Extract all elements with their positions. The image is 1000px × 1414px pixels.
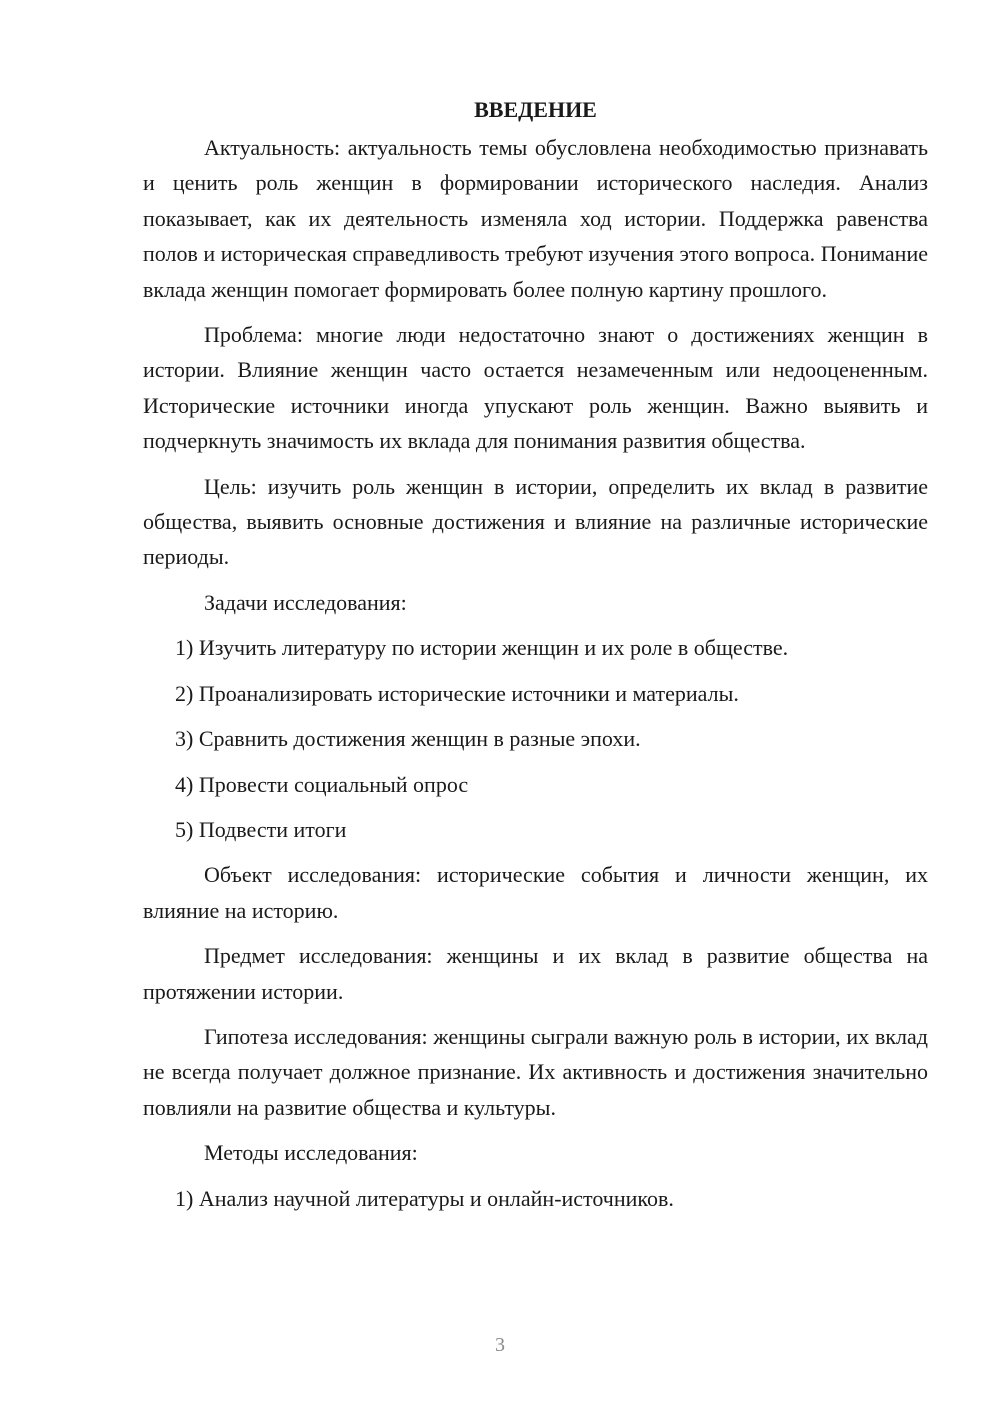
task-item: 1) Изучить литературу по истории женщин и их роле в обществе.	[175, 635, 789, 661]
methods-list	[143, 1181, 928, 1216]
task-item: 3) Сравнить достижения женщин в разные эпохи.	[175, 726, 641, 752]
problem-paragraph: Проблема: многие люди недостаточно знают о достижениях женщин в истории. Влияние женщин часто остается незамеченным или недооцененным. Исторические источники иногда упускают роль женщин. Важно выявить и подчеркнуть значимость их вклада для понимания развития общества.	[143, 322, 928, 454]
relevance-paragraph: Актуальность: актуальность темы обусловлена необходимостью признавать и ценить роль женщин в формировании исторического наследия. Анализ показывает, как их деятельность изменяла ход истории. Поддержка равенства полов и историческая справедливость требуют изучения этого вопроса. Понимание вклада женщин помогает формировать более полную картину прошлого.	[143, 135, 928, 302]
task-item: 2) Проанализировать исторические источники и материалы.	[175, 680, 739, 706]
hypothesis-paragraph: Гипотеза исследования: женщины сыграли важную роль в истории, их вклад не всегда получает должное признание. Их активность и достижения значительно повлияли на развитие общества и культуры.	[143, 1023, 928, 1120]
tasks-list	[143, 630, 928, 847]
tasks-heading: Задачи исследования:	[204, 589, 407, 615]
object-paragraph: Объект исследования: исторические события и личности женщин, их влияние на историю.	[143, 862, 928, 923]
goal-paragraph: Цель: изучить роль женщин в истории, определить их вклад в развитие общества, выявить основные достижения и влияние на различные исторические периоды.	[143, 473, 928, 570]
document-page	[143, 92, 928, 1226]
task-item: 4) Провести социальный опрос	[175, 771, 469, 797]
methods-heading: Методы исследования:	[204, 1140, 418, 1166]
section-title: ВВЕДЕНИЕ	[474, 97, 597, 122]
page-number: 3	[495, 1334, 505, 1356]
task-item: 5) Подвести итоги	[175, 816, 347, 842]
method-item: 1) Анализ научной литературы и онлайн-источников.	[175, 1185, 674, 1211]
subject-paragraph: Предмет исследования: женщины и их вклад в развитие общества на протяжении истории.	[143, 943, 928, 1004]
